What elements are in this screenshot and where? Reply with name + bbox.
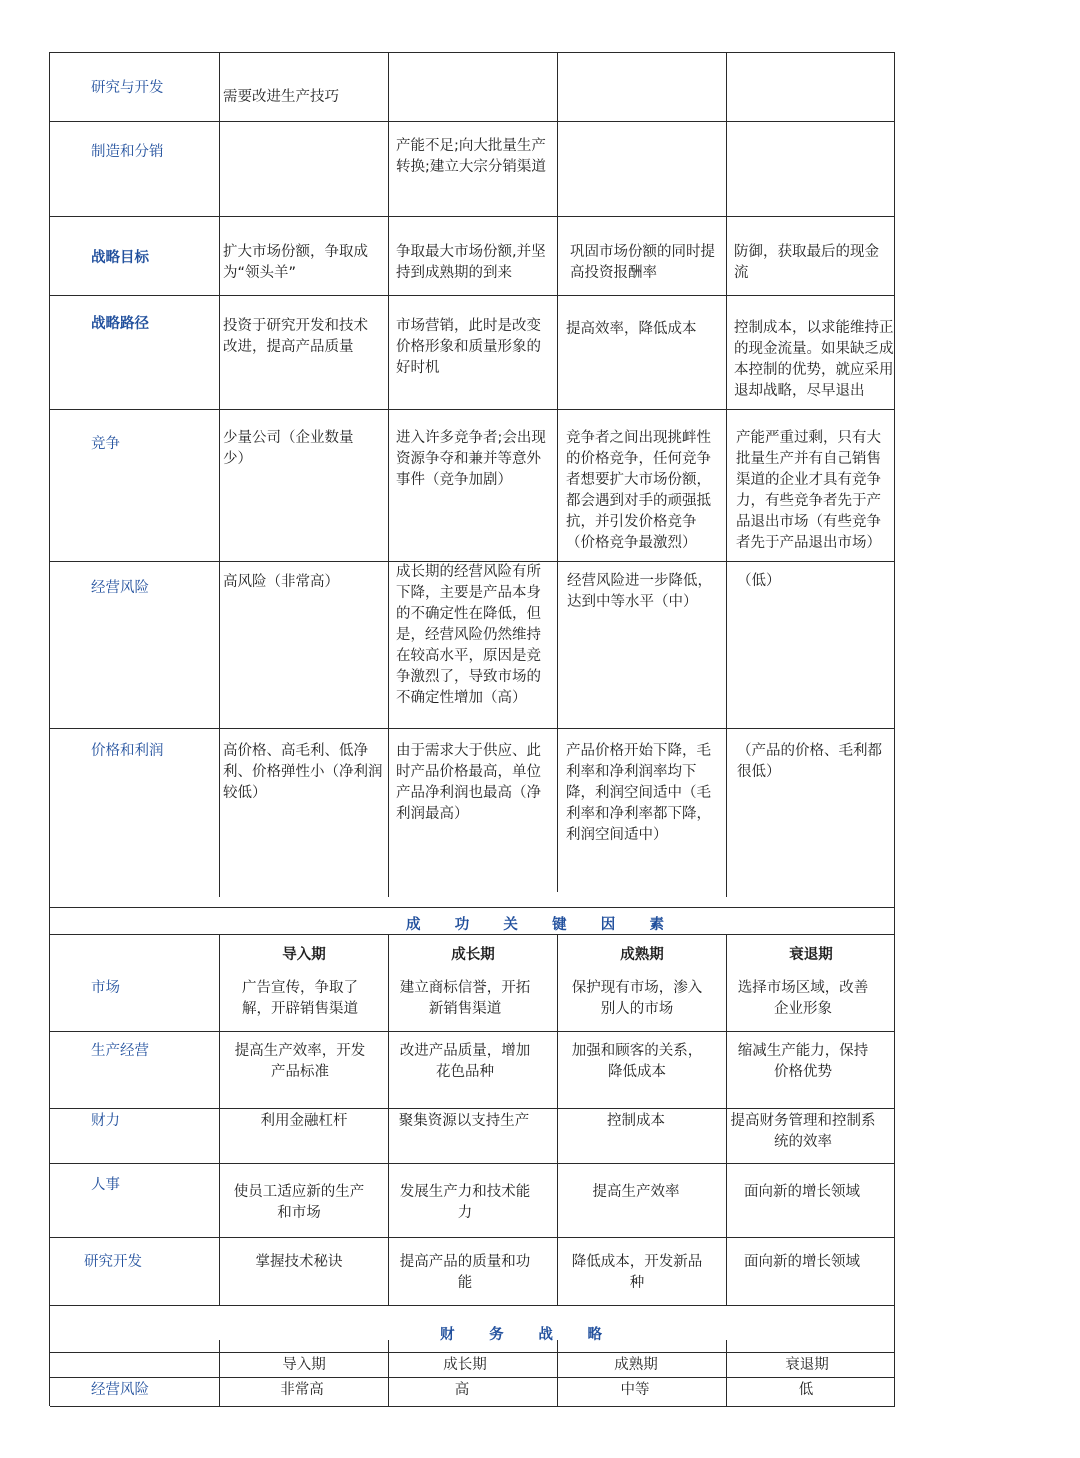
- cell: 需要改进生产技巧: [223, 89, 339, 105]
- rule: [50, 52, 895, 53]
- cell: 提高产品的质量和功能: [399, 1254, 531, 1291]
- rule: [50, 1031, 895, 1032]
- row-label-manufacturing: 制造和分销: [91, 144, 164, 160]
- rule: [388, 1340, 389, 1406]
- row-label-finance: 财力: [91, 1113, 120, 1129]
- rule: [50, 934, 895, 935]
- title-char: 成: [406, 917, 421, 933]
- rule: [50, 1406, 895, 1407]
- cell: （低）: [737, 573, 781, 589]
- title-char: 关: [503, 917, 518, 933]
- row-label-strategic-goal: 战略目标: [91, 250, 149, 266]
- section-title-finance: [440, 1323, 602, 1344]
- rule: [50, 907, 895, 908]
- column-header: 衰退期: [785, 1357, 829, 1373]
- rule: [557, 52, 558, 892]
- cell: 投资于研究开发和技术改进，提高产品质量: [223, 318, 368, 355]
- rule: [894, 52, 895, 1406]
- cell: 加强和顾客的关系，降低成本: [571, 1043, 703, 1080]
- column-header: 成熟期: [620, 947, 664, 963]
- rule: [219, 934, 220, 1305]
- cell: 广告宣传，争取了解，开辟销售渠道: [242, 980, 358, 1017]
- rule: [50, 1305, 895, 1306]
- cell: 高: [454, 1382, 470, 1398]
- cell: 保护现有市场，渗入别人的市场: [571, 980, 703, 1017]
- title-char: 务: [489, 1327, 504, 1343]
- column-header: 导入期: [282, 947, 326, 963]
- cell: 缩减生产能力，保持价格优势: [737, 1043, 869, 1080]
- cell: 低: [798, 1382, 814, 1398]
- cell: （产品的价格、毛利都很低）: [737, 743, 882, 780]
- title-char: 功: [454, 917, 470, 933]
- rule: [388, 934, 389, 1305]
- rule: [219, 52, 220, 897]
- cell: 成长期的经营风险有所下降，主要是产品本身的不确定性在降低，但是，经营风险仍然维持在较高水平，原因是竞争激烈了，导致市场的不确定性增加（高）: [396, 564, 541, 706]
- rule: [50, 728, 895, 729]
- cell: 争取最大市场份额,并坚持到成熟期的到来: [396, 244, 546, 281]
- row-label-production: 生产经营: [91, 1043, 149, 1059]
- title-char: 键: [552, 917, 567, 933]
- title-char: 略: [587, 1327, 602, 1343]
- cell: 扩大市场份额，争取成为“领头羊”: [223, 244, 368, 281]
- cell: 非常高: [280, 1382, 324, 1398]
- row-label-research: 研究开发: [84, 1254, 142, 1270]
- cell: 聚集资源以支持生产: [398, 1113, 530, 1129]
- column-header: 成熟期: [614, 1357, 658, 1373]
- column-header: 导入期: [282, 1357, 326, 1373]
- title-char: 财: [440, 1327, 455, 1343]
- cell: 控制成本，以求能维持正的现金流量。如果缺乏成本控制的优势，就应采用退却战略，尽早退出: [734, 320, 894, 399]
- cell: 少量公司（企业数量少）: [223, 430, 354, 467]
- rule: [50, 1108, 895, 1109]
- rule: [50, 1377, 895, 1378]
- cell: 市场营销，此时是改变价格形象和质量形象的好时机: [396, 318, 541, 376]
- cell: 使员工适应新的生产和市场: [233, 1184, 365, 1221]
- cell: 提高效率，降低成本: [566, 321, 697, 337]
- cell: 掌握技术秘诀: [255, 1254, 343, 1270]
- cell: 中等: [620, 1382, 650, 1398]
- row-label-personnel: 人事: [91, 1177, 120, 1193]
- rule: [50, 121, 895, 122]
- row-label-price-profit: 价格和利润: [91, 743, 164, 759]
- cell: 面向新的增长领域: [744, 1184, 860, 1200]
- rule: [726, 1340, 727, 1406]
- rule: [49, 52, 50, 1406]
- row-label-competition: 竞争: [91, 436, 120, 452]
- section-title-ksf: [406, 913, 664, 934]
- column-header: 成长期: [443, 1357, 487, 1373]
- cell: 高价格、高毛利、低净利、价格弹性小（净利润较低）: [223, 743, 383, 801]
- cell: 面向新的增长领域: [744, 1254, 860, 1270]
- cell: 经营风险进一步降低，达到中等水平（中）: [567, 573, 712, 610]
- rule: [388, 52, 389, 897]
- cell: 控制成本: [607, 1113, 665, 1129]
- row-label-rnd: 研究与开发: [91, 80, 164, 96]
- cell: 利用金融杠杆: [260, 1113, 348, 1129]
- column-header: 衰退期: [789, 947, 833, 963]
- cell: 降低成本，开发新品种: [571, 1254, 703, 1291]
- cell: 建立商标信誉，开拓新销售渠道: [399, 980, 531, 1017]
- cell: 改进产品质量，增加花色品种: [399, 1043, 531, 1080]
- cell: 产能严重过剩，只有大批量生产并有自己销售渠道的企业才具有竞争力，有些竞争者先于产品退出市场（有些竞争者先于产品退出市场）: [736, 430, 881, 551]
- cell: 选择市场区域，改善企业形象: [737, 980, 869, 1017]
- row-label-strategic-path: 战略路径: [91, 316, 149, 332]
- title-char: 因: [600, 917, 616, 933]
- rule: [557, 1340, 558, 1406]
- cell: 产能不足;向大批量生产转换;建立大宗分销渠道: [396, 138, 546, 175]
- rule: [50, 216, 895, 217]
- title-char: 素: [649, 917, 664, 933]
- cell: 高风险（非常高）: [223, 574, 339, 590]
- row-label-market: 市场: [91, 980, 120, 996]
- rule: [219, 1340, 220, 1406]
- cell: 产品价格开始下降，毛利率和净利润率均下降，利润空间适中（毛利率和净利率都下降，利润空间适中）: [566, 743, 711, 843]
- rule: [50, 1237, 895, 1238]
- cell: 提高生产效率: [592, 1184, 680, 1200]
- rule: [50, 295, 895, 296]
- rule: [50, 1352, 895, 1353]
- cell: 提高财务管理和控制系统的效率: [730, 1113, 876, 1150]
- cell: 防御，获取最后的现金流: [734, 244, 879, 281]
- cell: 进入许多竞争者;会出现资源争夺和兼并等意外事件（竞争加剧）: [396, 430, 546, 488]
- cell: 发展生产力和技术能力: [399, 1184, 531, 1221]
- cell: 竞争者之间出现挑衅性的价格竞争，任何竞争者想要扩大市场份额，都会遇到对手的顽强抵抗，并引发价格竞争（价格竞争最激烈）: [566, 430, 711, 551]
- cell: 提高生产效率，开发产品标准: [234, 1043, 366, 1080]
- rule: [50, 409, 895, 410]
- rule: [557, 934, 558, 1305]
- rule: [726, 934, 727, 1305]
- row-label-operating-risk: 经营风险: [91, 580, 149, 596]
- column-header: 成长期: [451, 947, 495, 963]
- rule: [726, 52, 727, 897]
- row-label-operating-risk-finance: 经营风险: [91, 1382, 149, 1398]
- rule: [50, 1163, 895, 1164]
- cell: 由于需求大于供应、此时产品价格最高，单位产品净利润也最高（净利润最高）: [396, 743, 541, 822]
- cell: 巩固市场份额的同时提高投资报酬率: [570, 244, 715, 281]
- title-char: 战: [538, 1327, 553, 1343]
